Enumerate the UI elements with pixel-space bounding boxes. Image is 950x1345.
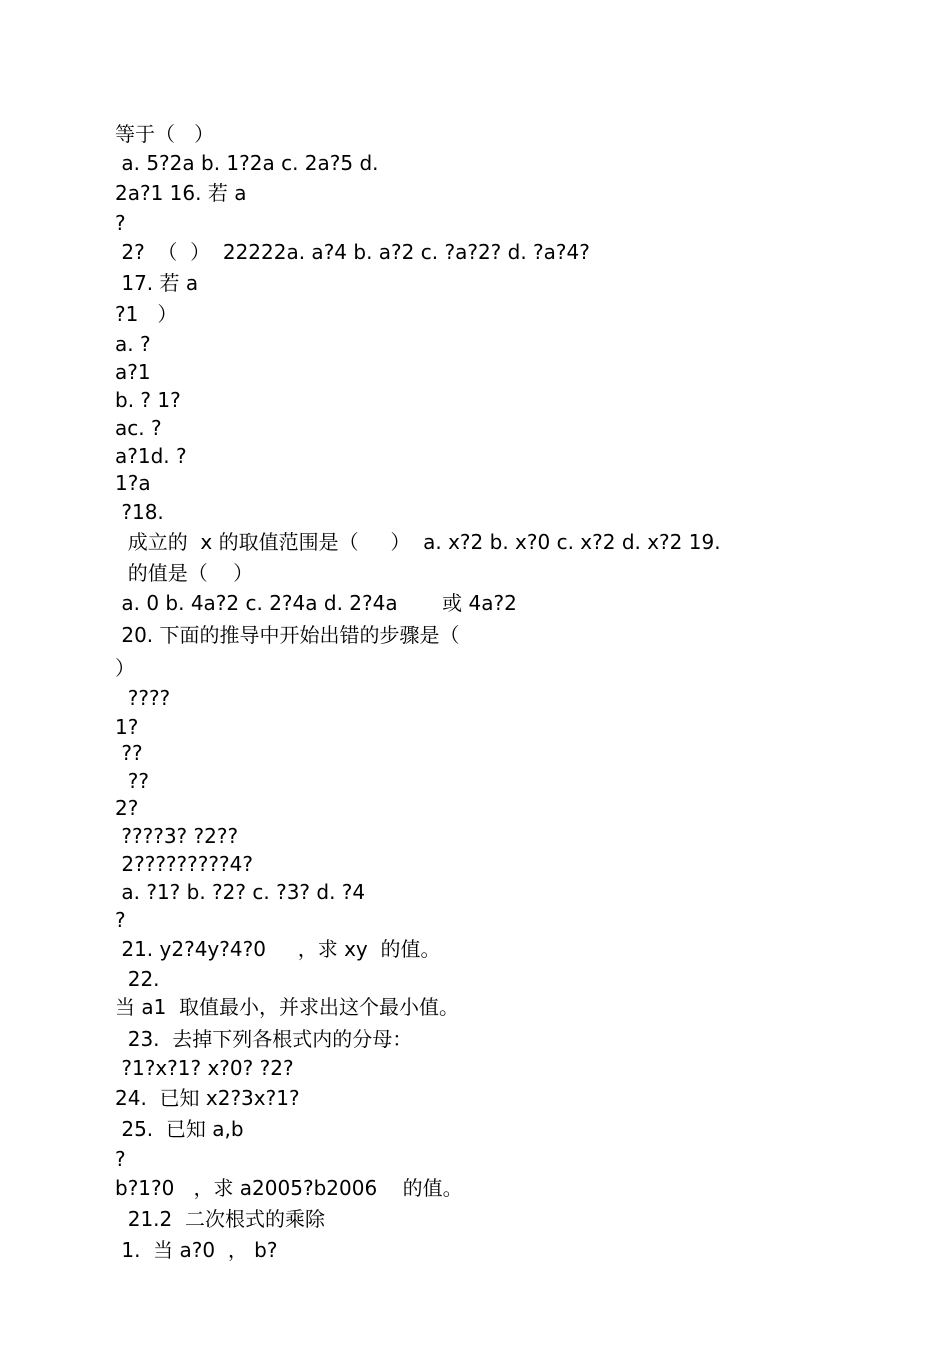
text-line-17: a. 0 b. 4a?2 c. 2?4a d. 2?4a 或 4a?2 [115,591,517,615]
text-line-33: ?1?x?1? x?0? ?2? [115,1056,294,1080]
text-line-2: a. 5?2a b. 1?2a c. 2a?5 d. [115,151,379,175]
text-line-21: 1? [115,715,139,739]
text-line-31: 当 a1 取值最小，并求出这个最小值。 [115,995,460,1019]
text-line-32: 23. 去掉下列各根式内的分母： [115,1027,413,1051]
text-line-22: ?? [115,741,143,765]
text-line-34: 24. 已知 x2?3x?1? [115,1086,300,1110]
text-line-38: 21.2 二次根式的乘除 [115,1207,325,1231]
text-line-27: a. ?1? b. ?2? c. ?3? d. ?4 [115,880,366,904]
text-line-5: 2? （ ） 22222a. a?4 b. a?2 c. ?a?2? d. ?a?4? [115,240,590,264]
text-line-29: 21. y2?4y?4?0 ，求 xy 的值。 [115,937,441,961]
text-line-11: ac. ? [115,416,162,440]
text-line-35: 25. 已知 a,b [115,1117,244,1141]
text-line-36: ? [115,1147,126,1171]
text-line-30: 22. [115,967,160,991]
text-line-15: 成立的 x 的取值范围是（ ） a. x?2 b. x?0 c. x?2 d. x?2 19. [115,530,721,554]
text-line-26: 2?????????4? [115,852,253,876]
text-line-28: ? [115,908,126,932]
text-line-13: 1?a [115,471,151,495]
text-line-19: ） [115,656,135,680]
text-line-6: 17. 若 a [115,271,199,295]
text-line-20: ???? [115,686,171,710]
text-line-16: 的值是（ ） [115,561,254,585]
text-line-12: a?1d. ? [115,444,187,468]
text-line-7: ?1 ） [115,302,178,326]
text-line-1: 等于（ ） [115,122,215,146]
text-line-18: 20. 下面的推导中开始出错的步骤是（ [115,623,460,647]
text-line-39: 1. 当 a?0 ， b? [115,1238,278,1262]
text-line-4: ? [115,211,126,235]
text-line-23: ?? [115,769,149,793]
text-line-10: b. ? 1? [115,388,181,412]
text-line-37: b?1?0 ，求 a2005?b2006 的值。 [115,1176,463,1200]
text-line-3: 2a?1 16. 若 a [115,181,247,205]
text-line-25: ????3? ?2?? [115,824,239,848]
text-line-8: a. ? [115,332,151,356]
text-line-9: a?1 [115,360,151,384]
text-line-24: 2? [115,796,139,820]
text-line-14: ?18. [115,500,164,524]
